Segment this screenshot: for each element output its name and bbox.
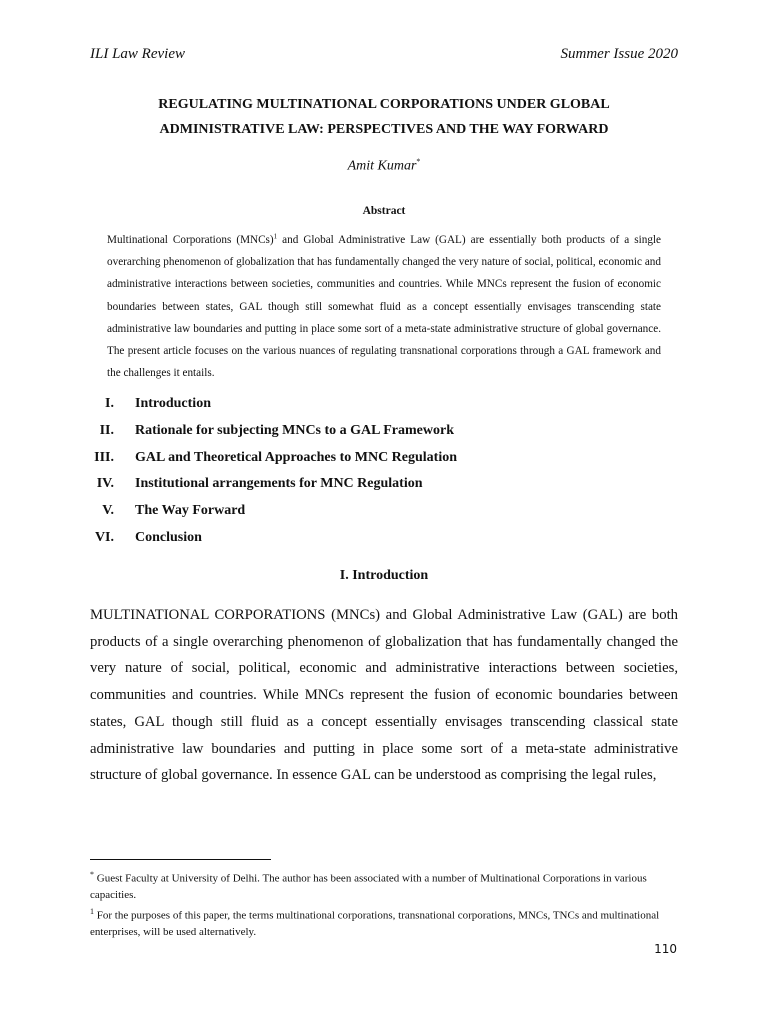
abstract-text-part2: and Global Administrative Law (GAL) are essentially both products of a single overarching phenomenon of globalization that has fundamentally changed the very nature of social, political, economic and administrative interactions between societies, communities and countries. While MNCs represent the fusion of economic boundaries between states, GAL though still somewhat fluid as a concept essentially envisages transcending state administrative law boundaries and putting in place some sort of a meta-state administrative structure of global governance. The present article focuses on the various nuances of regulating transnational corporations through a GAL framework and the challenges it entails. [107, 234, 661, 380]
abstract-text-part1: Multinational Corporations (MNCs) [107, 234, 274, 246]
footnote [90, 904, 682, 941]
footnote [90, 867, 682, 904]
toc-item [80, 450, 640, 477]
title-line-2: ADMINISTRATIVE LAW: PERSPECTIVES AND THE WAY FORWARD [159, 122, 609, 137]
author-line [90, 157, 678, 175]
abstract-footnote-ref: 1 [273, 232, 278, 241]
toc-item [80, 503, 640, 530]
toc-number: VI. [94, 529, 114, 545]
toc-label: Conclusion [135, 529, 202, 545]
running-header [90, 46, 678, 66]
title-line-1: REGULATING MULTINATIONAL CORPORATIONS UNDER GLOBAL [158, 97, 610, 112]
footnote-marker: * [90, 870, 94, 879]
toc-number: V. [102, 503, 114, 519]
author-footnote-marker: * [416, 157, 421, 166]
abstract-text [107, 229, 661, 384]
toc-item [80, 530, 640, 557]
toc-number: II. [99, 422, 114, 438]
article-title [90, 92, 678, 142]
page-number: 110 [654, 942, 677, 956]
footnote-marker: 1 [90, 906, 94, 916]
toc-number: IV. [96, 476, 114, 492]
journal-name: ILI Law Review [90, 46, 185, 62]
section-heading: I. Introduction [339, 568, 429, 583]
toc-label: Institutional arrangements for MNC Regulation [135, 476, 423, 492]
abstract-heading: Abstract [362, 205, 406, 217]
toc-label: Rationale for subjecting MNCs to a GAL Framework [135, 422, 454, 438]
toc-item [80, 476, 640, 503]
toc-label: Introduction [135, 396, 211, 411]
footnotes [90, 867, 682, 940]
toc-number: III. [94, 449, 114, 465]
footnote-text: For the purposes of this paper, the terms multinational corporations, transnational corporations, MNCs, TNCs and multinational enterprises, will be used alternatively. [90, 909, 660, 938]
toc-number: I. [105, 396, 114, 411]
footnote-separator [90, 859, 271, 860]
body-paragraph: MULTINATIONAL CORPORATIONS (MNCs) and Global Administrative Law (GAL) are both products of a single overarching phenomenon of globalization that has fundamentally changed the very nature of social, political, economic and administrative interactions between societies, communities and countries. While MNCs represent the fusion of economic boundaries between states, GAL though still fluid as a concept essentially envisages transcending classical state administrative law boundaries and putting in place some sort of a meta-state administrative structure of global governance. In essence GAL can be understood as comprising the legal rules, [90, 607, 678, 784]
issue-label: Summer Issue 2020 [560, 46, 678, 62]
toc-item [80, 423, 640, 450]
toc-label: The Way Forward [135, 503, 246, 519]
table-of-contents [80, 396, 640, 557]
footnote-text: Guest Faculty at University of Delhi. The author has been associated with a number of Multinational Corporations in various capacities. [90, 872, 647, 902]
author-name: Amit Kumar [347, 158, 417, 174]
toc-label: GAL and Theoretical Approaches to MNC Regulation [135, 449, 458, 465]
toc-item [80, 396, 640, 423]
